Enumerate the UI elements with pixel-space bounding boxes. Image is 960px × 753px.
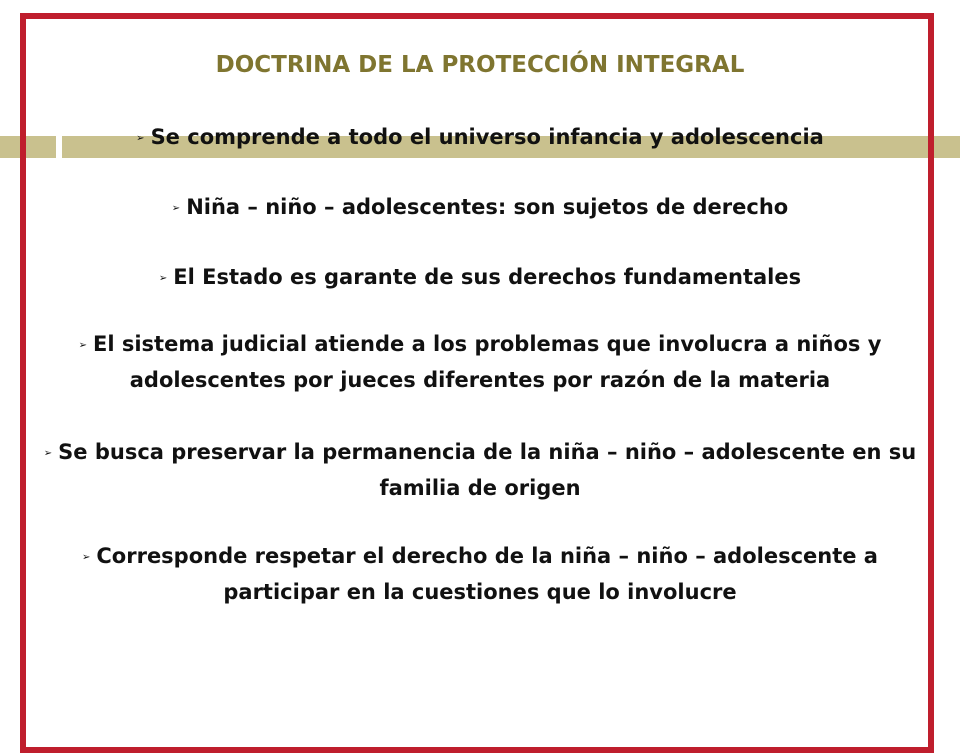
arrow-bullet-icon: ➢ (171, 203, 181, 214)
bullet-item (40, 190, 920, 226)
bullet-item (40, 260, 920, 296)
arrow-bullet-icon: ➢ (158, 273, 168, 284)
bullet-text: Se busca preservar la permanencia de la niña – niño – adolescente en su familia de origen (58, 440, 917, 500)
bullet-text: Niña – niño – adolescentes: son sujetos de derecho (186, 195, 789, 219)
bullet-item (40, 120, 920, 156)
slide-title: DOCTRINA DE LA PROTECCIÓN INTEGRAL (215, 52, 745, 78)
bullet-item (40, 327, 920, 398)
arrow-bullet-icon: ➢ (82, 552, 91, 563)
arrow-bullet-icon: ➢ (78, 340, 87, 351)
bullet-text: El sistema judicial atiende a los problemas que involucra a niños y adolescentes por jueces diferentes por razón de la materia (92, 332, 882, 392)
bullet-item (40, 435, 920, 506)
bullet-text: Se comprende a todo el universo infancia y adolescencia (150, 125, 824, 149)
arrow-bullet-icon: ➢ (43, 448, 53, 459)
bullet-text: El Estado es garante de sus derechos fundamentales (173, 265, 802, 289)
bullet-text: Corresponde respetar el derecho de la niña – niño – adolescente a participar en la cuestiones que lo involucre (96, 544, 878, 604)
bullet-item (40, 539, 920, 610)
arrow-bullet-icon: ➢ (136, 133, 145, 144)
